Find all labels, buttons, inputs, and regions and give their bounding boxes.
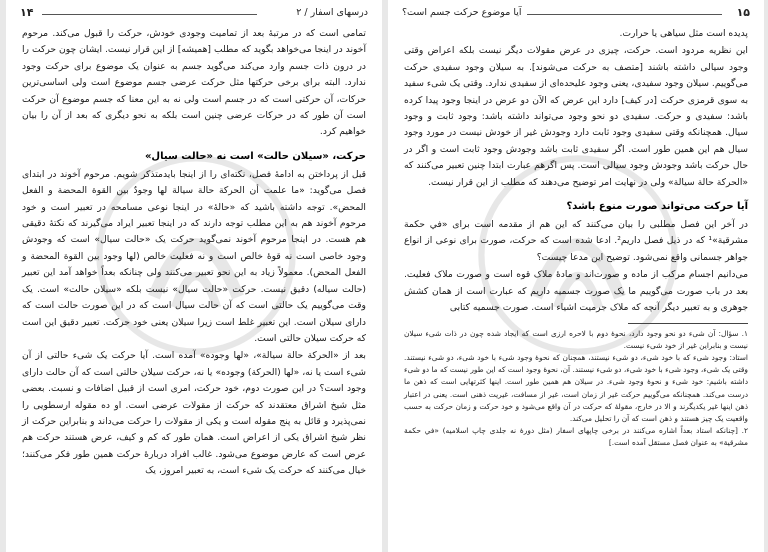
footnote: ۲. [چنانکه استاد بعداً اشاره می‌کنند در برخی چاپهای اسفار (مثل دورهٔ نه جلدی چاپ اسلامیه) «في حكمة مشرقية» به عنوان فصل مستقل آمده است.]: [404, 426, 748, 448]
paragraph: پدیده است مثل سیاهی یا حرارت.: [619, 28, 748, 39]
page-number: ۱۴: [20, 6, 34, 19]
section-heading: آیا حرکت می‌تواند صورت منوع باشد؟: [566, 201, 748, 213]
paragraph: در آخر این فصل مطلبی را بیان می‌کنند که این هم از مقدمه است برای «في حكمة مشرقية»¹ که در ذیل فصل داریم². ادعا شده است که حرکت، صورت برای نوعی از انواع جواهر جسمانی واقع نمی‌شود. توضیح این مدعا چیست؟: [404, 219, 748, 263]
page-header-left: [20, 6, 368, 22]
header-rule: [42, 14, 257, 15]
paragraph: این نظریه مردود است. حرکت، چیزی در عرض مقولات دیگر نیست بلکه اعراض وقتی وجود سیالی داشته باشند [متصف به حرکت می‌شوند]. به سیلان وجود سفیدی حرکت می‌گوییم. سیلان وجود سفیدی، یعنی وجود علیحده‌ای از سفیدی ندارد. وقتی یک شیء سفید به سوی قرمزی حرکت [در کیف] دارد این عرض که الآن دو عرض در اینجا وجود پیدا کرده باشد: سفیدی و حرکت. سفیدی دو نحو وجود می‌تواند داشته باشد: وجود ثابت و وجود سیال. همچنانکه وقتی سفیدی وجود ثابت دارد وجودش غیر از خودش نیست در مورد وجود سیال هم این همین طور است. اگر سفیدی ثابت باشد وجودش وجود ثابت است و اگر در حال حرکت باشد وجودش وجود سیالی است. پس اگرهم عبارت ابتدا چنین تعبیر می‌کنند که «الحركة حالة سيالة» ولی در نهایت امر توضیح می‌دهند که مطلب از این قرار نیست.: [404, 45, 748, 188]
footnote-divider: [628, 323, 748, 324]
footnotes: [404, 328, 748, 450]
right-page: [388, 0, 764, 552]
page-number: ۱۵: [736, 6, 750, 19]
paragraph: قبل از پرداختن به ادامهٔ فصل، نکته‌ای را از اینجا بایدمتذکر شویم. مرحوم آخوند در ابتدای فصل می‌گوید: «ما علمت أن الحركة حالة سيالة لها وجودٌ بين القوة المحضة و الفعل المحض». توجه داشته باشید که «حالهٔ» در اینجا نوعی مسامحه در تعبیر است و خود مرحوم آخوند هم به این مطلب توجه دارند که در اینجا تعبیر ایراد می‌گیرند که نکتهٔ دقیقی هم هست. در اینجا مرحوم آخوند نمی‌گوید حرکت یک «حالت سیال» است که وجودش وجود خاصی است نه قوهٔ خالص است و نه فعلیت خالص (لها وجود بين القوة المحضة و الفعل المحض). معمولاً زیاد به این نحو تعبیر می‌کنند ولی چنانکه بعداً خواهد آمد این تعبیر (حالت سیاله) دقیق نیست. حرکت «حالت سیال» نیست بلکه «سیلان حالت» است. یک وقت می‌گوییم یک حالتی است که آن حالت سیال است که در این صورت حالت است که دارای سیلان است. این تعبیر غلط است زیرا سیلان یعنی خود حرکت. تعبیر دقیق این است که حرکت سیلان حالتی است.: [22, 168, 366, 344]
footnote: ۱. سؤال: آن شیء دو نحو وجود دارد، نحوهٔ دوم با لاحره ارزی است که ایجاد شده چون در ذات شیء سیلان نیست و بنابراین غیر از خود شیء نیست.: [404, 328, 748, 350]
footnote: استاد: وجود شیء که با خود شیء، دو شیء نیستند، همچنان که نحوهٔ وجود شیء با خود شیء، دو شیء نیستند. وقتی یک شیء، وجود شیء با خود شیء، دو شیء نیستند. آن، نحوهٔ وجود است که این طور نیست که ما دو شیء داشته باشیم: خود شیء و نحوهٔ وجود شیء. در سیلان هم همین طور است. اینها کثرتهایی است که ذهن ما درست می‌کند. همچنانکه می‌گوییم حرکت غیر از زمان است، غیر از مسافت، غیریت ذهنی است. یعنی در اعتبار ذهن اینها غیر یکدیگرند و الا در خارج، مقولهٔ که حرکت در آن واقع می‌شود و خود حرکت و زمان حرکت به حسب واقعیت یک چیز هستند و ذهن است که آن را تحلیل می‌کند.: [404, 352, 748, 423]
left-body-text: [22, 26, 366, 481]
section-heading: حرکت، «سیلان حالت» است نه «حالت سیال»: [144, 150, 366, 162]
paragraph: می‌دانیم اجسام مرکب از ماده و صورت‌اند و مادهٔ ملاک قوه است و صورت ملاک فعلیت. بعد در باب صورت می‌گوییم ما یک صورت جسمیه داریم که عبارت است از همان کشش جوهری و به تعبیر دیگر آنچه که ملاک جرمیت اشیاء است. صورت جسمیه کتابی: [404, 269, 748, 314]
header-rule: [527, 14, 722, 15]
left-page: [6, 0, 382, 552]
page-header-right: [402, 6, 750, 22]
paragraph: تمامی است که در مرتبهٔ بعد از تمامیت وجودی خودش، حرکت را قبول می‌کند. مرحوم آخوند در اینجا می‌خواهد بگوید که مطلب [همیشه] از این قرار نیست. ایشان چون حرکت را در درون ذات جسم وارد می‌کند می‌گوید جسم به عنوان یک موضوع برای حرکت وجود ندارد. البته برای برخی حرکتها مثل حرکت عرضی جسم موضوع است ولی اساسی‌ترین حرکات، آن حرکتی است که در جسم است ولی نه به این معنا که جسم موضوع آن حرکت است آن طور که در حرکات عرضی چنین است بلکه به نحو دیگری که بعد از آن را بیان خواهیم کرد.: [22, 28, 366, 138]
right-body-text: [404, 26, 748, 450]
running-title: آیا موضوع حرکت جسم است؟: [402, 7, 522, 18]
paragraph: بعد از «الحركة حالة سيالة»، «لها وجوده» آمده است. آیا حرکت یک شیء حالتی از آن شیء است یا نه، «لها (الحركة) وجوده» یا نه، حرکت سیلان حالتی است که آن حالت دارای وجود است؟ در این صورت دوم، خود حرکت، امری است از قبیل اضافات و نسبت. بعضی مثل شیخ اشراق معتقدند که حرکت از مقولات عرضی است. او ده مقوله ارسطویی را نمی‌پذیرد و قائل به پنج مقوله است و یکی از مقولات را حرکت می‌داند و بنابراین حرکت از نظر شیخ اشراق یکی از اعراض است. همان طور که کم و کیف، عرض هستند حرکت هم عرض است که عارض موضوع می‌شود. غالب افراد دربارهٔ حرکت همین طور فکر می‌کنند؛ خیال می‌کنند که حرکت یک شیء است، به تعبیر امروز، یک: [22, 350, 366, 477]
running-title: درسهای اسفار / ۲: [296, 7, 368, 18]
